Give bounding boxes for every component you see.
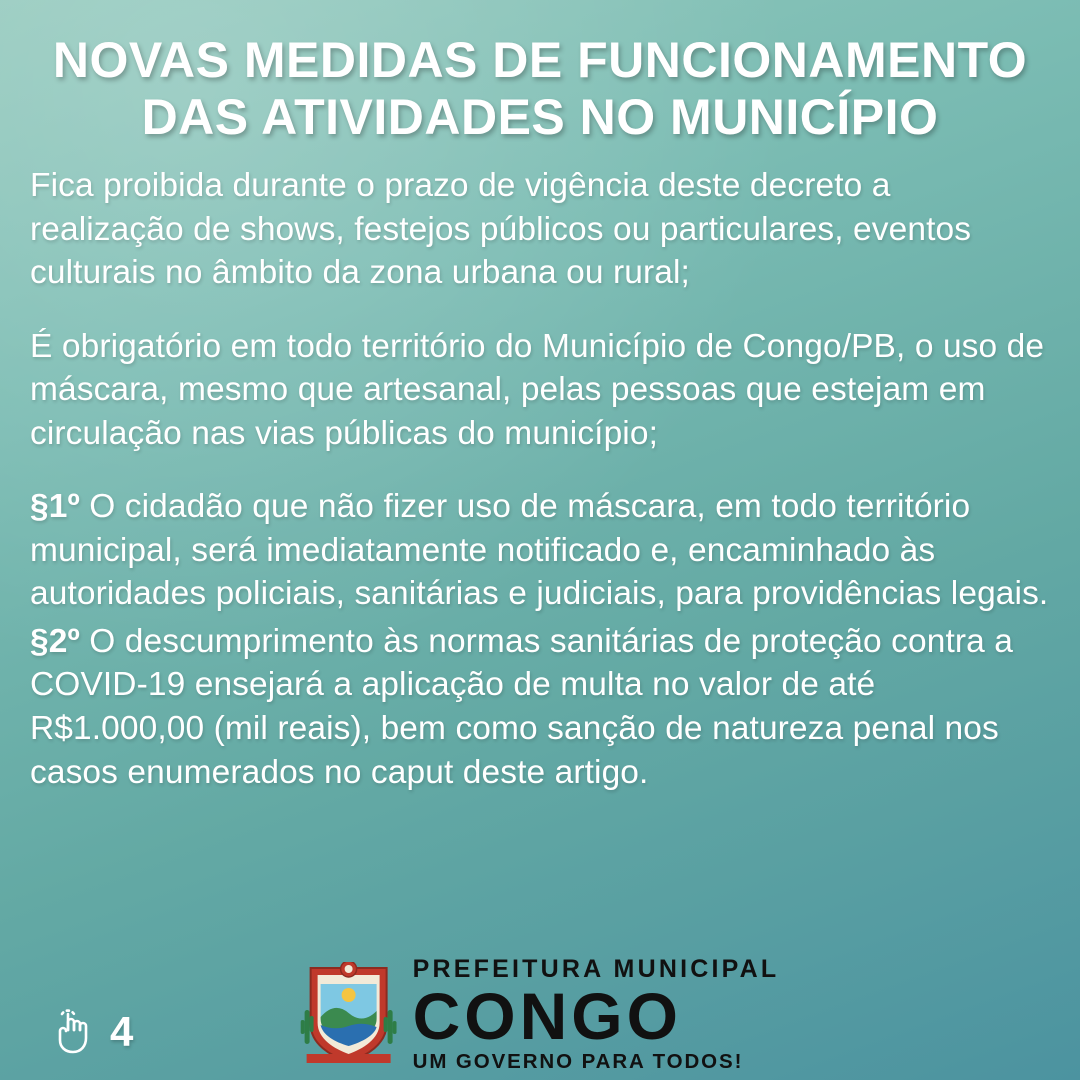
brand-text: [412, 954, 780, 1073]
paragraph-3-text: O cidadão que não fizer uso de máscara, em todo território municipal, será imediatamente notificado e, encaminhado às autoridades policiais, sanitárias e judiciais, para providências legais.: [30, 488, 1049, 613]
brand-lockup: [301, 954, 780, 1073]
title-line-2: DAS ATIVIDADES NO MUNICÍPIO: [141, 89, 939, 145]
footer: [0, 954, 1080, 1080]
page-title: [30, 32, 1050, 146]
paragraph-1: Fica proibida durante o prazo de vigência deste decreto a realização de shows, festejos públicos ou particulares, eventos culturais no âmbito da zona urbana ou rural;: [30, 167, 972, 292]
page-number: 4: [110, 1008, 134, 1055]
title-line-1: NOVAS MEDIDAS DE FUNCIONAMENTO: [52, 32, 1028, 88]
paragraph-4-text: O descumprimento às normas sanitárias de proteção contra a COVID-19 ensejará a aplicação de multa no valor de até R$1.000,00 (mil reais), bem como sanção de natureza penal nos casos enumerados no caput deste artigo.: [30, 622, 1013, 791]
pointing-hand-icon: [48, 1006, 96, 1058]
brand-main-label: CONGO: [412, 978, 682, 1053]
paragraph-3: [30, 485, 1050, 616]
paragraph-2: É obrigatório em todo território do Município de Congo/PB, o uso de máscara, mesmo que artesanal, pelas pessoas que estejam em circulação nas vias públicas do município;: [30, 327, 1045, 452]
page-marker: [48, 1006, 133, 1058]
congo-coat-of-arms-icon: [301, 962, 397, 1066]
section-marker-1: §1º: [30, 488, 80, 526]
decree-body: [30, 164, 1050, 1080]
section-marker-2: §2º: [30, 622, 80, 660]
brand-top-label: PREFEITURA MUNICIPAL: [412, 954, 780, 983]
paragraph-4: [30, 620, 1050, 794]
brand-tagline: UM GOVERNO PARA TODOS!: [412, 1049, 744, 1073]
